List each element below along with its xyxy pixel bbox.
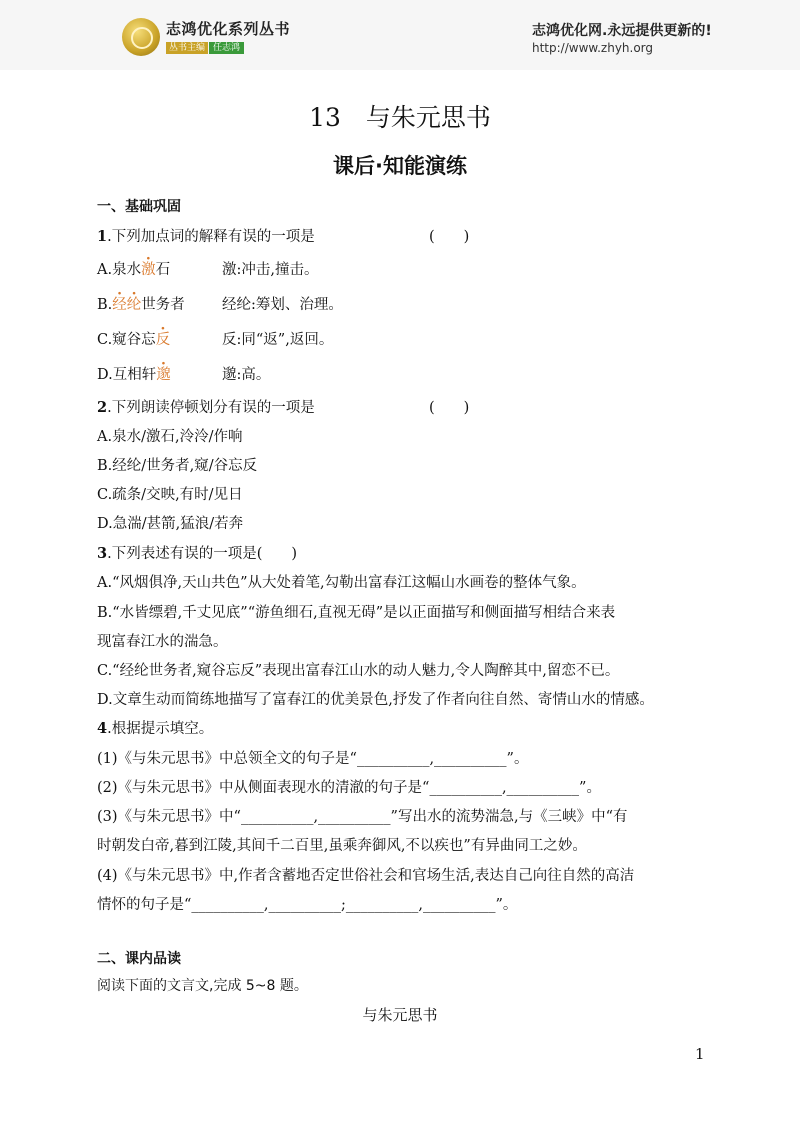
q1-option-c: C.窥谷忘反 反:同“返”,返回。 bbox=[97, 328, 170, 349]
q3-line-4: C.“经纶世务者,窥谷忘反”表现出富春江山水的动人魅力,令人陶醉其中,留恋不已。 bbox=[97, 663, 620, 679]
section-heading-2: 二、课内品读 bbox=[97, 951, 181, 967]
page-title: 13 与朱元思书 bbox=[309, 103, 491, 132]
q1-option-d: D.互相轩邈 邈:高。 bbox=[97, 363, 171, 384]
editor-badge bbox=[166, 40, 244, 53]
section-2-intro: 阅读下面的文言文,完成 5~8 题。 bbox=[97, 978, 308, 994]
q4-stem: .根据提示填空。 bbox=[107, 721, 214, 737]
q2-answer-bracket[interactable]: ( ) bbox=[429, 400, 470, 416]
q1-option-b-meaning: 经纶:筹划、治理。 bbox=[222, 297, 343, 313]
badge-editor-label: 丛书主编 bbox=[166, 42, 208, 54]
q2-number: 2 bbox=[97, 399, 108, 416]
q2-option-a: A.泉水/激石,泠泠/作响 bbox=[97, 429, 243, 445]
q4-line-2[interactable]: (2)《与朱元思书》中从侧面表现水的清澈的句子是“__________,__________”。 bbox=[97, 780, 601, 796]
q4-line-3[interactable]: (3)《与朱元思书》中“__________,__________”写出水的流势湍急,与《三峡》中“有 bbox=[97, 809, 628, 825]
question-4 bbox=[97, 717, 213, 738]
q1-option-c-keyword: 反 bbox=[155, 332, 171, 348]
q1-option-a: A.泉水激石 激:冲击,撞击。 bbox=[97, 258, 170, 279]
q1-option-d-meaning: 邈:高。 bbox=[222, 367, 271, 383]
q2-stem: .下列朗读停顿划分有误的一项是 bbox=[107, 400, 315, 416]
series-title: 志鸿优化系列丛书 bbox=[166, 20, 291, 38]
q4-line-6[interactable]: 情怀的句子是“__________,__________;__________,__________”。 bbox=[97, 897, 518, 913]
question-3 bbox=[97, 542, 297, 563]
q4-line-1[interactable]: (1)《与朱元思书》中总领全文的句子是“__________,__________”。 bbox=[97, 751, 529, 767]
page-subtitle: 课后·知能演练 bbox=[333, 154, 467, 178]
q1-option-d-keyword: 邈 bbox=[156, 367, 171, 383]
page-header bbox=[0, 0, 800, 70]
q2-option-c: C.疏条/交映,有时/见日 bbox=[97, 487, 243, 503]
q1-option-b: B.经纶世务者 经纶:筹划、治理。 bbox=[97, 293, 185, 314]
q1-answer-bracket[interactable]: ( ) bbox=[429, 229, 470, 245]
q2-option-b: B.经纶/世务者,窥/谷忘反 bbox=[97, 458, 258, 474]
q3-number: 3 bbox=[97, 545, 108, 562]
section-heading-1: 一、基础巩固 bbox=[97, 199, 181, 215]
q3-line-5: D.文章生动而简练地描写了富春江的优美景色,抒发了作者向往自然、寄情山水的情感。 bbox=[97, 692, 654, 708]
q3-line-3: 现富春江水的湍急。 bbox=[97, 634, 228, 650]
q1-option-a-meaning: 激:冲击,撞击。 bbox=[222, 262, 319, 278]
question-2 bbox=[97, 396, 470, 417]
q4-line-4: 时朝发白帝,暮到江陵,其间千二百里,虽乘奔御风,不以疾也”有异曲同工之妙。 bbox=[97, 838, 587, 854]
q4-number: 4 bbox=[97, 720, 108, 737]
q1-option-c-meaning: 反:同“返”,返回。 bbox=[222, 332, 334, 348]
q4-line-5: (4)《与朱元思书》中,作者含蓄地否定世俗社会和官场生活,表达自己向往自然的高洁 bbox=[97, 868, 635, 884]
q1-option-b-keyword: 经纶 bbox=[112, 297, 142, 313]
header-slogan: 志鸿优化网.永远提供更新的! bbox=[532, 23, 712, 39]
q1-number: 1 bbox=[97, 228, 108, 245]
publisher-logo-icon bbox=[122, 18, 160, 56]
q3-line-1: A.“风烟俱净,天山共色”从大处着笔,勾勒出富春江这幅山水画卷的整体气象。 bbox=[97, 575, 586, 591]
q1-option-a-keyword: 激 bbox=[141, 262, 156, 278]
q1-stem: .下列加点词的解释有误的一项是 bbox=[107, 229, 315, 245]
page-number: 1 bbox=[695, 1045, 705, 1063]
passage-title: 与朱元思书 bbox=[362, 1006, 438, 1024]
q3-line-2: B.“水皆缥碧,千丈见底”“游鱼细石,直视无碍”是以正面描写和侧面描写相结合来表 bbox=[97, 605, 616, 621]
header-url[interactable]: http://www.zhyh.org bbox=[532, 41, 654, 55]
q2-option-d: D.急湍/甚箭,猛浪/若奔 bbox=[97, 516, 244, 532]
question-1 bbox=[97, 225, 470, 246]
q3-stem: .下列表述有误的一项是( ) bbox=[107, 546, 298, 562]
badge-editor-name: 任志鸿 bbox=[209, 42, 244, 54]
